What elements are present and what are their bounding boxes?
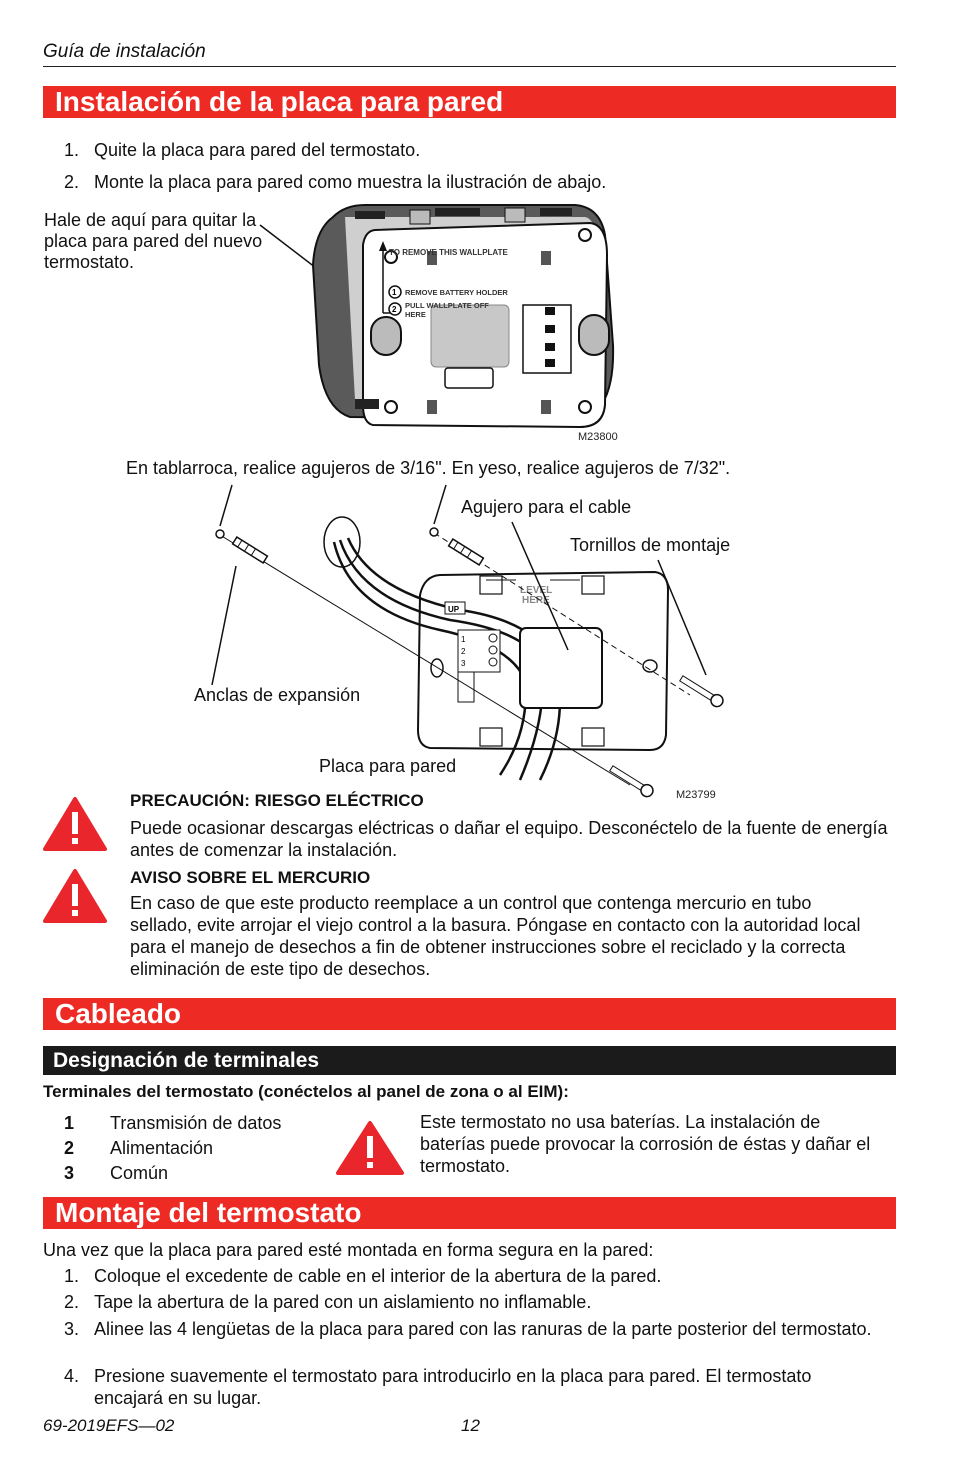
terminal-number: 1 <box>64 1113 75 1133</box>
terminal-number: 2 <box>461 647 466 656</box>
list-item <box>64 139 884 161</box>
plate-text: HERE <box>405 310 426 319</box>
plate-text: HERE <box>522 595 550 606</box>
step-text: Monte la placa para pared como muestra la ilustración de abajo. <box>94 172 607 192</box>
wallplate-figure <box>255 195 625 445</box>
step-number: 3. <box>64 1319 80 1339</box>
mounting-intro: Una vez que la placa para pared esté montada en forma segura en la pared: <box>43 1240 654 1260</box>
figure-code: M23799 <box>676 789 716 801</box>
step-text: Alinee las 4 lengüetas de la placa para pared con las ranuras de la parte posterior del termostato. <box>94 1319 872 1339</box>
terminal-number: 1 <box>461 635 466 644</box>
plate-text: PULL WALLPLATE OFF <box>405 301 489 310</box>
warning-body: En caso de que este producto reemplace a un control que contenga mercurio en tubo sellado, evite arrojar el viejo control a la basura. Póngase en contacto con la autoridad local para el manejo de desechos a fin de obtener instrucciones sobre el reciclado y la correcta eliminación de este tipo de desechos. <box>130 893 861 979</box>
warning-body: Puede ocasionar descargas eléctricas o dañar el equipo. Desconéctelo de la fuente de energía antes de comenzar la instalación. <box>130 818 888 860</box>
doc-number: 69-2019EFS—02 <box>43 1416 175 1435</box>
terminals-heading: Terminales del termostato (conéctelos al panel de zona o al EIM): <box>43 1082 569 1101</box>
warning-icon <box>335 1120 405 1176</box>
warning-title: AVISO SOBRE EL MERCURIO <box>130 868 371 887</box>
step-number: 2. <box>64 1292 80 1312</box>
terminal-label: Común <box>110 1163 169 1183</box>
terminal-number: 3 <box>64 1163 75 1183</box>
step-text: Presione suavemente el termostato para introducirlo en la placa para pared. El termostato encajará en su lugar. <box>94 1366 812 1408</box>
step-text: Tape la abertura de la pared con un aislamiento no inflamable. <box>94 1292 592 1312</box>
step-number: 1. <box>64 1266 80 1286</box>
plate-text: LEVEL <box>520 585 553 596</box>
warning-icon <box>43 796 107 852</box>
mounting-figure <box>190 480 730 800</box>
section-title-wiring: Cableado <box>43 998 896 1030</box>
plate-step-number: 1 <box>392 288 397 297</box>
anchors-label: Anclas de expansión <box>194 685 361 705</box>
section-title-mounting: Montaje del termostato <box>43 1197 896 1229</box>
battery-note: Este termostato no usa baterías. La instalación de baterías puede provocar la corrosión de éstas y dañar el termostato. <box>420 1112 871 1176</box>
plate-text: UP <box>448 605 460 614</box>
list-item <box>64 1318 884 1340</box>
list-item <box>64 1365 884 1409</box>
list-item <box>64 1112 281 1134</box>
pull-callout: Hale de aquí para quitar la placa para pared del nuevo termostato. <box>44 210 263 272</box>
plate-text: REMOVE BATTERY HOLDER <box>405 288 508 297</box>
header-rule <box>43 66 896 67</box>
plate-step-number: 2 <box>392 305 397 314</box>
step-number: 4. <box>64 1366 80 1386</box>
step-text: Quite la placa para pared del termostato. <box>94 140 421 160</box>
drill-note: En tablarroca, realice agujeros de 3/16". En yeso, realice agujeros de 7/32". <box>126 458 731 478</box>
running-head: Guía de instalación <box>43 41 206 62</box>
screws-label: Tornillos de montaje <box>570 535 731 555</box>
terminal-number: 2 <box>64 1138 75 1158</box>
step-number: 1. <box>64 140 80 160</box>
list-item <box>64 1265 884 1287</box>
cable-hole-label: Agujero para el cable <box>461 497 632 517</box>
step-text: Coloque el excedente de cable en el interior de la abertura de la pared. <box>94 1266 662 1286</box>
terminal-number: 3 <box>461 659 466 668</box>
list-item <box>64 1162 168 1184</box>
list-item <box>64 1291 884 1313</box>
plate-label: Placa para pared <box>319 756 457 776</box>
list-item <box>64 1137 213 1159</box>
section-title-wallplate: Instalación de la placa para pared <box>43 86 896 118</box>
subsection-title: Designación de terminales <box>43 1046 896 1075</box>
plate-text: TO REMOVE THIS WALLPLATE <box>389 248 508 257</box>
figure-code: M23800 <box>578 431 618 443</box>
step-number: 2. <box>64 172 80 192</box>
page-number: 12 <box>461 1416 480 1435</box>
terminal-label: Transmisión de datos <box>110 1113 282 1133</box>
terminal-label: Alimentación <box>110 1138 214 1158</box>
warning-title: PRECAUCIÓN: RIESGO ELÉCTRICO <box>130 791 424 810</box>
list-item <box>64 171 884 193</box>
warning-icon <box>43 868 107 924</box>
